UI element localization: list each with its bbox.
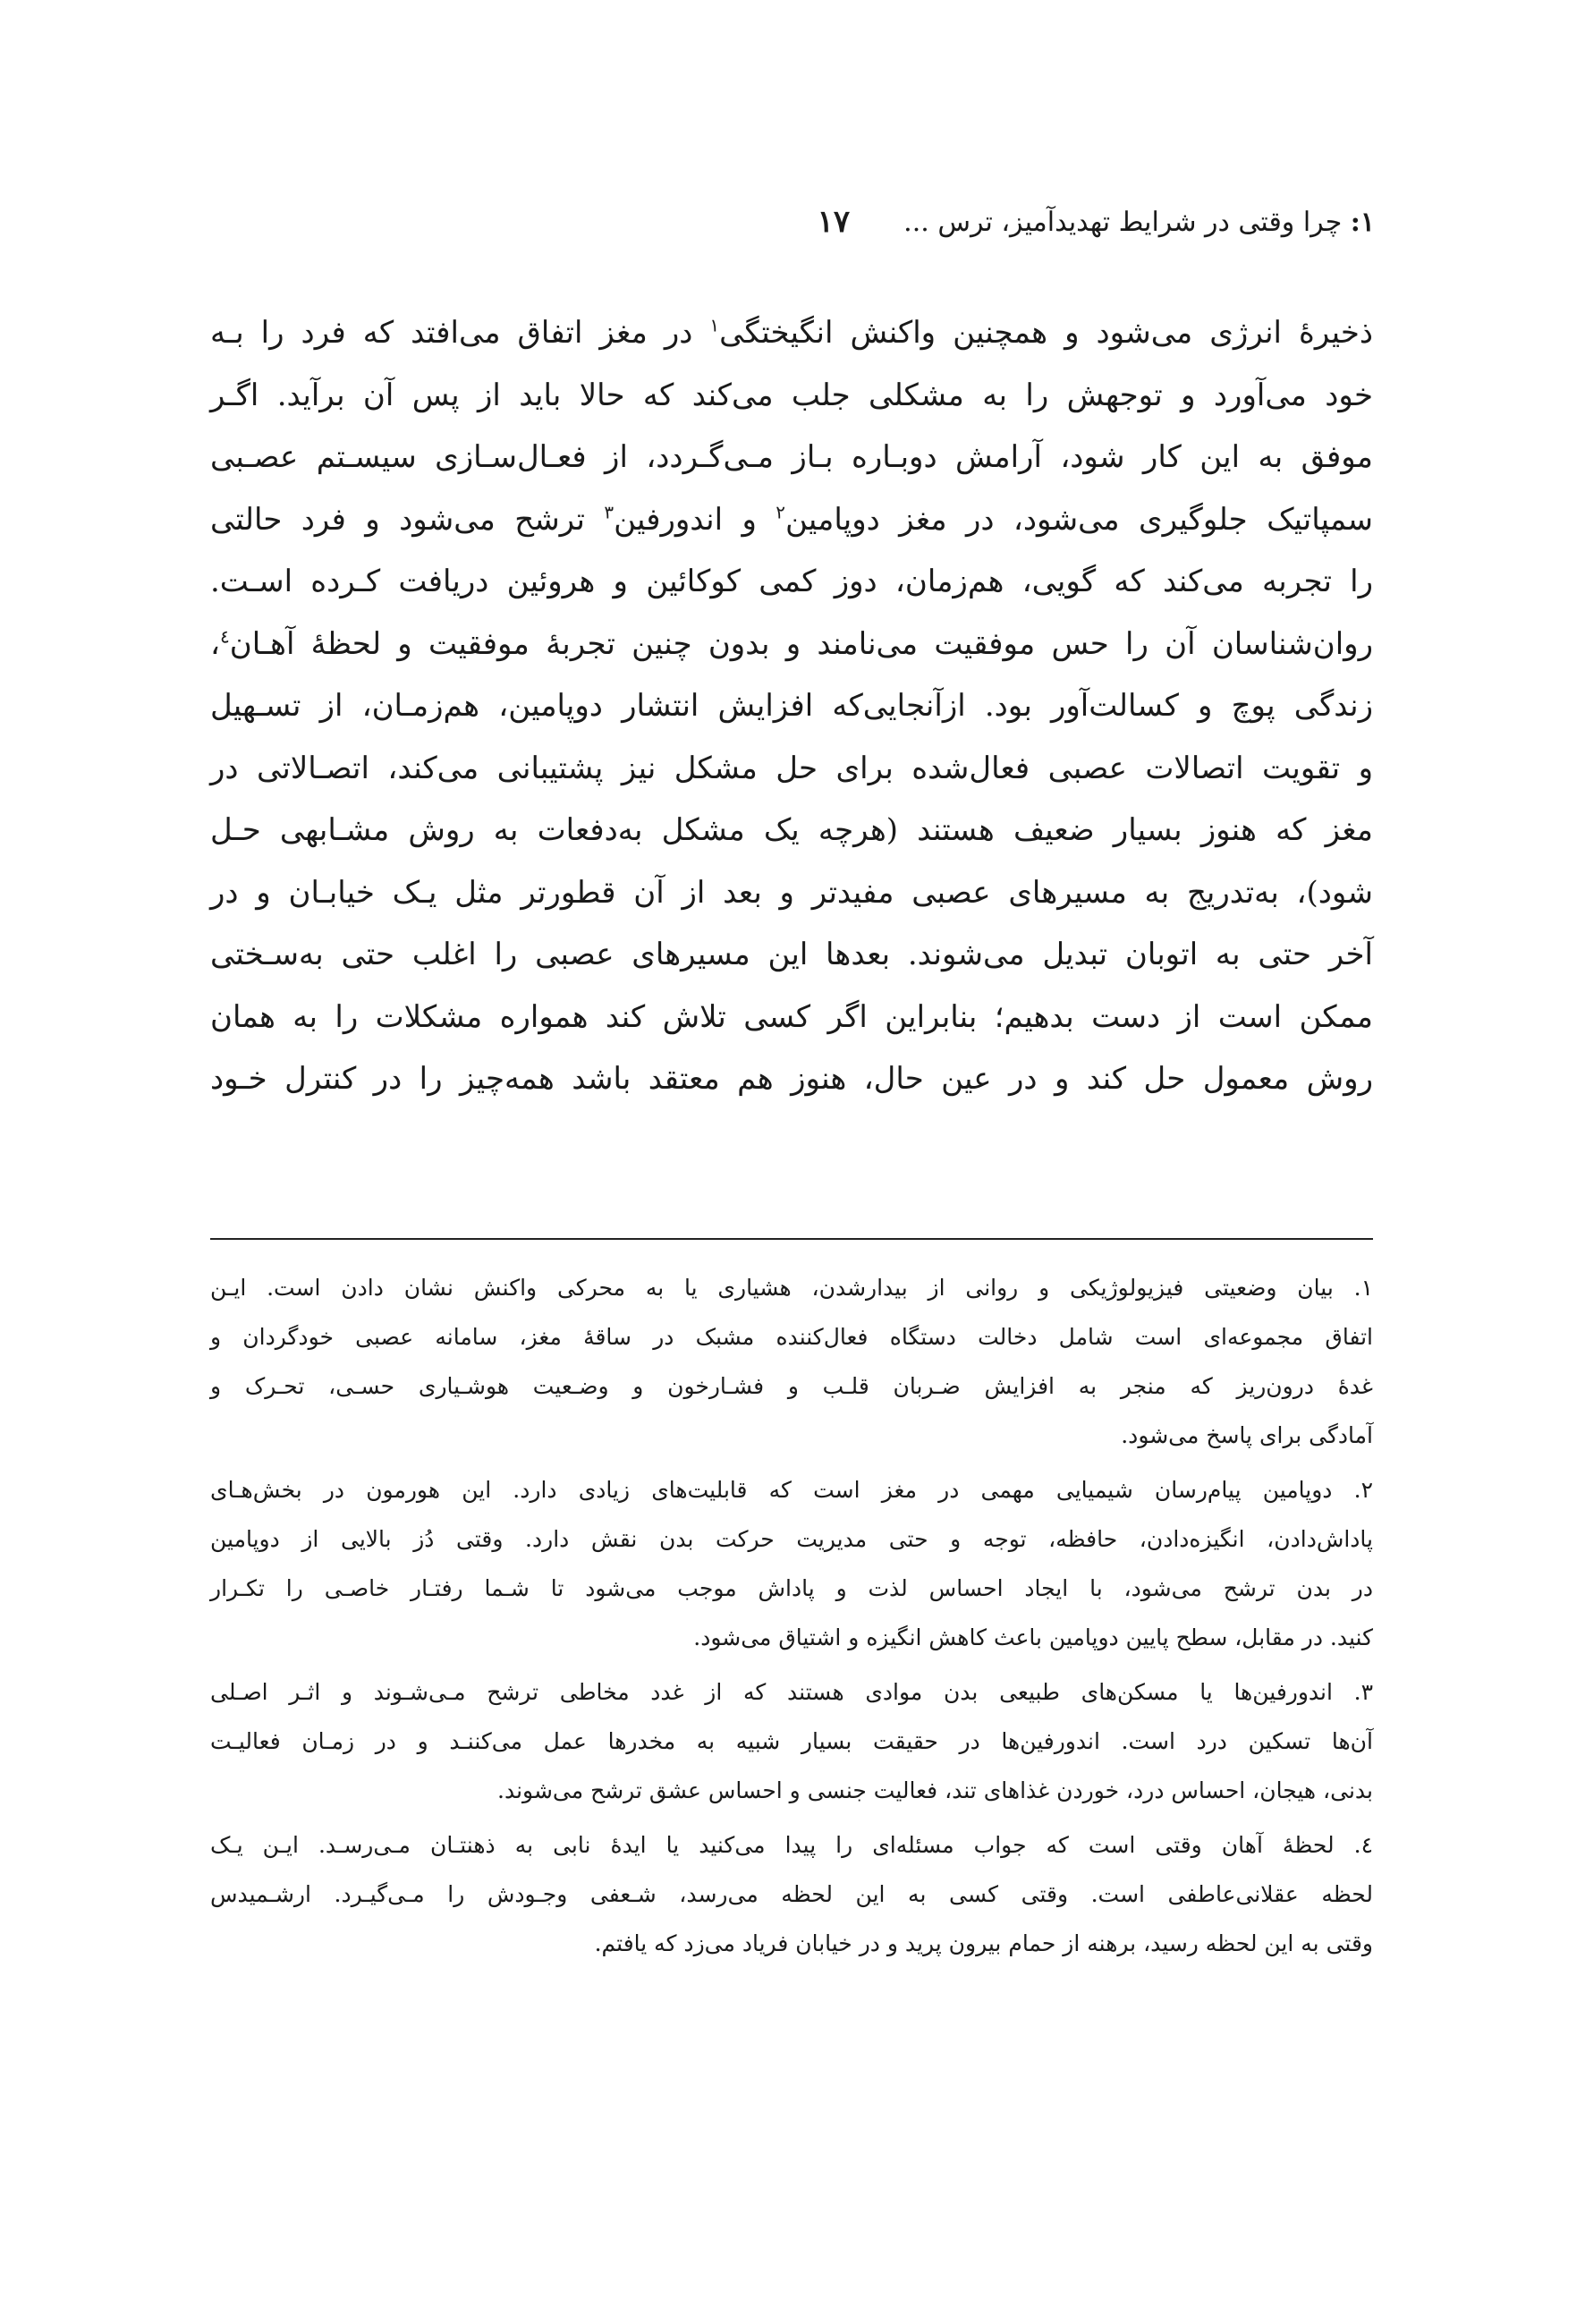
footnote-line: اتفاق مجموعه‌ای است شامل دخالت دستگاه فعال‌کننده مشبک در ساقهٔ مغز، سامانه عصبی خودگردان و	[210, 1324, 1373, 1350]
footnote-line: غدهٔ درون‌ریز که منجر به افزایش ضـربان قلـب و فشـارخون و وضـعیت هوشـیاری حسـی، تحـرک و	[210, 1373, 1373, 1399]
body-line-4-mid: و اندورفین	[614, 501, 776, 538]
body-line-1-text: ذخیرهٔ انرژی می‌شود و همچنین واکنش انگیختگی	[719, 315, 1374, 351]
footnote-line: پاداش‌دادن، انگیزه‌دادن، حافظه، توجه و حتی مدیریت حرکت بدن نقش دارد. وقتی دُز بالایی از دوپامین	[210, 1526, 1373, 1552]
body-line-6-text: روان‌شناسان آن را حس موفقیت می‌نامند و بدون چنین تجربهٔ موفقیت و لحظهٔ آهـان	[229, 625, 1373, 662]
footnote-line: در بدن ترشح می‌شود، با ایجاد احساس لذت و پاداش موجب می‌شود تا شـما رفتـار خاصـی را تکـرار	[210, 1575, 1373, 1601]
footnotes	[210, 1263, 1373, 1973]
body-line-12: ممکن است از دست بدهیم؛ بنابراین اگر کسی تلاش کند همواره مشکلات را به همان	[210, 998, 1373, 1035]
body-line-6	[210, 614, 1373, 676]
footnote-1	[210, 1263, 1373, 1460]
running-title-text: چرا وقتی در شرایط تهدیدآمیز، ترس ...	[903, 206, 1343, 238]
running-header	[212, 204, 1375, 240]
body-text	[210, 302, 1373, 1111]
footnote-line: ۲. دوپامین پیام‌رسان شیمیایی مهمی در مغز است که قابلیت‌های زیادی دارد. این هورمون در بخش‌هـای	[210, 1477, 1373, 1503]
body-line-9: مغز که هنوز بسیار ضعیف هستند (هرچه یک مشکل به‌دفعات به روش مشـابهی حـل	[210, 812, 1373, 848]
footnote-2	[210, 1465, 1373, 1662]
footnote-4	[210, 1820, 1373, 1968]
body-line-4-text: سمپاتیک جلوگیری می‌شود، در مغز دوپامین	[785, 501, 1373, 538]
page-number: ۱۷	[817, 204, 851, 240]
body-line-6-tail: ،	[210, 625, 220, 662]
footnote-ref-3: ۳	[604, 501, 615, 523]
footnote-3	[210, 1667, 1373, 1815]
chapter-label: ۱:	[1350, 206, 1375, 238]
footnote-line: کنید. در مقابل، سطح پایین دوپامین باعث کاهش انگیزه و اشتیاق می‌شود.	[693, 1624, 1373, 1650]
footnote-line: لحظه عقلانی‌عاطفی است. وقتی کسی به این لحظه می‌رسد، شـعفی وجـودش را مـی‌گیـرد. ارشـمیدس	[210, 1881, 1373, 1907]
footnote-ref-1: ۱	[709, 314, 720, 336]
footnote-ref-4: ٤	[219, 625, 230, 648]
running-title	[903, 207, 1375, 238]
body-line-2: خود می‌آورد و توجهش را به مشکلی جلب می‌کند که حالا باید از پس آن برآید. اگـر	[210, 377, 1373, 413]
body-line-7: زندگی پوچ و کسالت‌آور بود. ازآنجایی‌که افزایش انتشار دوپامین، هم‌زمـان، از تسـهیل	[210, 688, 1373, 724]
footnote-line: آمادگی برای پاسخ می‌شود.	[1121, 1422, 1373, 1448]
footnote-line: وقتی به این لحظه رسید، برهنه از حمام بیرون پرید و در خیابان فریاد می‌زد که یافتم.	[594, 1930, 1373, 1956]
footnote-line: ۳. اندورفین‌ها یا مسکن‌های طبیعی بدن موادی هستند که از غدد مخاطی ترشح مـی‌شـوند و اثـر اصـلی	[210, 1679, 1373, 1705]
footnote-ref-2: ۲	[776, 501, 786, 523]
body-line-3: موفق به این کار شود، آرامش دوبـاره بـاز مـی‌گـردد، از فعـال‌سـازی سیسـتم عصـبی	[210, 439, 1373, 475]
body-line-1	[210, 302, 1373, 365]
body-line-5: را تجربه می‌کند که گویی، هم‌زمان، دوز کمی کوکائین و هروئین دریافت کـرده اسـت.	[210, 564, 1373, 599]
footnote-line: ٤. لحظهٔ آهان وقتی است که جواب مسئله‌ای را پیدا می‌کنید یا ایدهٔ نابی به ذهنتـان مـی‌رسـد. ایـن یـک	[210, 1832, 1373, 1858]
body-line-13: روش معمول حل کند و در عین حال، هنوز هم معتقد باشد همه‌چیز را در کنترل خـود	[210, 1061, 1373, 1097]
body-line-10: شود)، به‌تدریج به مسیرهای عصبی مفیدتر و بعد از آن قطورتر مثل یـک خیابـان و در	[210, 874, 1373, 911]
body-line-4	[210, 489, 1373, 552]
footnote-line: بدنی، هیجان، احساس درد، خوردن غذاهای تند، فعالیت جنسی و احساس عشق ترشح می‌شوند.	[497, 1777, 1373, 1803]
footnote-line: آن‌ها تسکین درد است. اندورفین‌ها در حقیقت بسیار شبیه به مخدرها عمل می‌کننـد و در زمـان فعالیـت	[210, 1728, 1373, 1754]
footnote-line: ۱. بیان وضعیتی فیزیولوژیکی و روانی از بیدارشدن، هشیاری یا به محرکی واکنش نشان دادن است. ایـن	[210, 1275, 1373, 1301]
body-line-11: آخر حتی به اتوبان تبدیل می‌شوند. بعدها این مسیرهای عصبی را اغلب حتی به‌سـختی	[210, 937, 1373, 972]
body-line-4-tail: ترشح می‌شود و فرد حالتی	[210, 501, 605, 538]
footnote-separator	[210, 1238, 1373, 1240]
body-line-8: و تقویت اتصالات عصبی فعال‌شده برای حل مشکل نیز پشتیبانی می‌کند، اتصـالاتی در	[210, 750, 1373, 786]
body-line-1-tail: در مغز اتفاق می‌افتد که فرد را بـه	[210, 315, 710, 351]
